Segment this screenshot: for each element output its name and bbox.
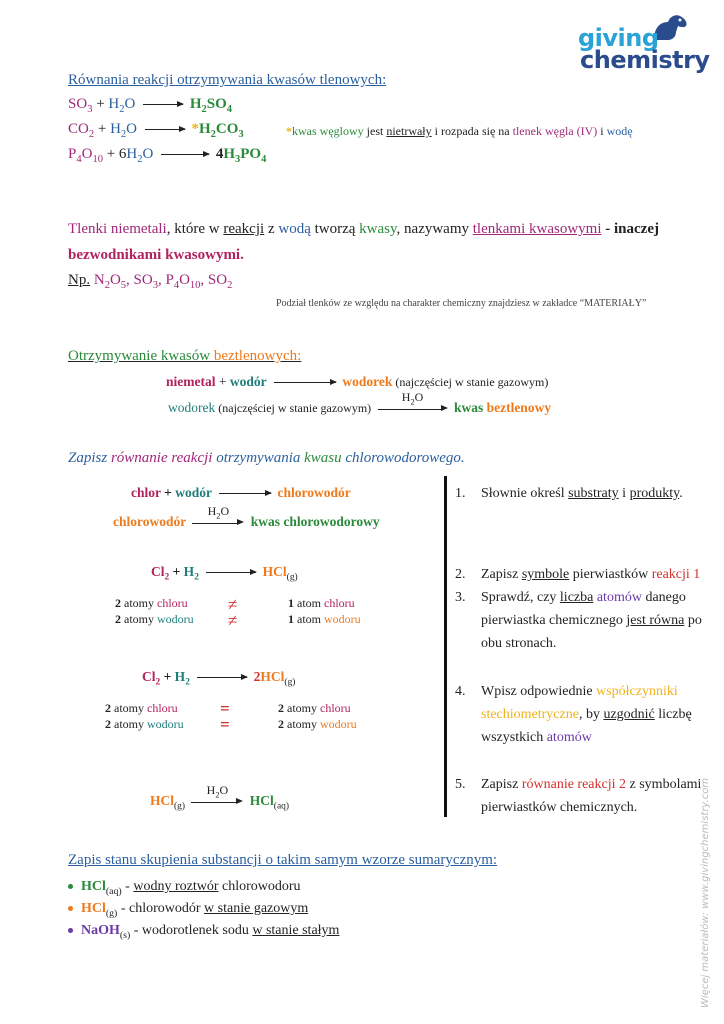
hydride-water-equation: wodorek (najczęściej w stanie gazowym) $H_2O$ kwas beztlenowy (168, 389, 552, 415)
word-equation-2: chlorowodór $H_2O$ kwas chlorowodorowy (113, 503, 380, 529)
list-item: HCl$_{(aq)}$ - wodny roztwór chlorowodoru (68, 879, 301, 895)
symbol-equation-2: $Cl_2 + H_2$ 2HCl$_{(g)}$ (142, 669, 296, 688)
equal-sign-2: = = (220, 699, 230, 734)
logo-line1: giving (578, 24, 659, 52)
exercise-heading: Zapisz równanie reakcji otrzymywania kwasu chlorowodorowego. (68, 450, 465, 466)
carbonic-acid-note: *kwas węglowy jest nietrwały i rozpada się na tlenek węgla (IV) i wodę (286, 124, 633, 138)
logo (578, 14, 713, 72)
section2-heading: Otrzymywanie kwasów beztlenowych: (68, 348, 302, 364)
symbol-equation-3: HCl$_{(g)}$ $H_2O$ HCl$_{(aq)}$ (150, 782, 289, 812)
equation-p4o10: $P_4O_{10} + 6H_2O$ $4H_3PO_4$ (68, 146, 267, 165)
not-equal-sign-1: ≠ ≠ (228, 595, 238, 630)
logo-line2: chemistry (580, 46, 710, 74)
oxide-examples: Np. $N_2O_5$, $SO_3$, $P_4O_{10}$, $SO_2$ (68, 272, 233, 291)
definition-line2: bezwodnikami kwasowymi. (68, 247, 244, 263)
atom-count-1-right: 1 atom chloru 1 atom wodoru (288, 596, 361, 626)
section1-heading: Równania reakcji otrzymywania kwasów tlenowych: (68, 72, 387, 88)
word-equation-1: chlor + wodór chlorowodór (131, 485, 351, 500)
atom-count-2: 2 atomy chloru 2 atomy wodoru (105, 701, 184, 731)
atom-count-2-right: 2 atomy chloru 2 atomy wodoru (278, 701, 357, 731)
equation-so3: $SO_3 + H_2O$ $H_2SO_4$ (68, 96, 233, 115)
atom-count-1: 2 atomy chloru 2 atomy wodoru (115, 596, 194, 626)
website-side-text: Więcej materiałów: www.givingchemistry.com (700, 777, 711, 1008)
list-item: HCl$_{(g)}$ - chlorowodór w stanie gazowym (68, 901, 308, 917)
equation-co2: $CO_2 + H_2O$ $*H_2CO_3$ (68, 121, 244, 140)
footnote-materials: Podział tlenków ze względu na charakter chemiczny znajdziesz w zakładce “MATERIAŁY” (276, 298, 647, 309)
symbol-equation-1: $Cl_2 + H_2$ HCl$_{(g)}$ (151, 564, 298, 583)
column-divider (444, 476, 447, 817)
definition-line1: Tlenki niemetali, które w reakcji z wodą tworzą kwasy, nazywamy tlenkami kwasowymi - inaczej (68, 221, 659, 237)
nonmetal-hydrogen-equation: niemetal + wodór wodorek (najczęściej w stanie gazowym) (166, 374, 549, 389)
list-item: NaOH$_{(s)}$ - wodorotlenek sodu w stanie stałym (68, 923, 339, 939)
states-heading: Zapis stanu skupienia substancji o takim samym wzorze sumarycznym: (68, 852, 498, 868)
